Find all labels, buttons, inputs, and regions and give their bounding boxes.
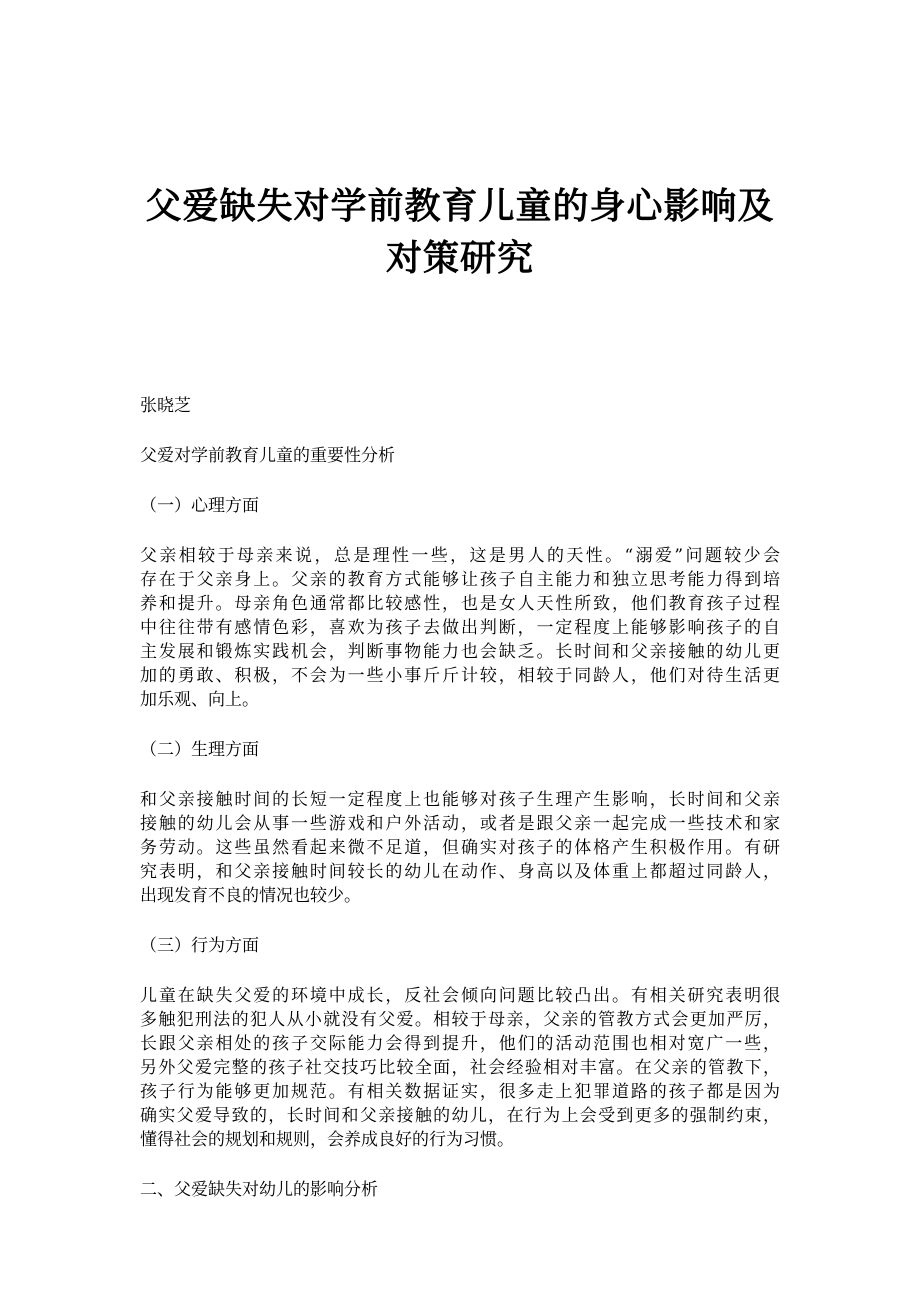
paragraph-line: 加乐观、向上。 <box>140 690 259 710</box>
paragraph-line: 务劳动。这些虽然看起来微不足道，但确实对孩子的体格产生积极作用。有研 <box>140 838 780 858</box>
paragraph-line: 孩子行为能够更加规范。有相关数据证实，很多走上犯罪道路的孩子都是因为 <box>140 1082 780 1102</box>
paragraph-psychology <box>140 544 780 712</box>
paragraph-behavior <box>140 984 780 1152</box>
subsection-heading-psychology: （一）心理方面 <box>140 496 259 516</box>
paragraph-line: 中往往带有感情色彩，喜欢为孩子去做出判断，一定程度上能够影响孩子的自 <box>140 618 780 638</box>
paragraph-line: 养和提升。母亲角色通常都比较感性，也是女人天性所致，他们教育孩子过程 <box>140 594 780 614</box>
paragraph-line: 父亲相较于母亲来说，总是理性一些，这是男人的天性。“溺爱”问题较少会 <box>140 546 780 566</box>
section-heading-2: 二、父爱缺失对幼儿的影响分析 <box>140 1180 378 1200</box>
section-heading: 父爱对学前教育儿童的重要性分析 <box>140 446 395 466</box>
paragraph-line: 主发展和锻炼实践机会，判断事物能力也会缺乏。长时间和父亲接触的幼儿更 <box>140 642 780 662</box>
paragraph-line: 究表明，和父亲接触时间较长的幼儿在动作、身高以及体重上都超过同龄人， <box>140 862 780 882</box>
paragraph-line: 加的勇敢、积极，不会为一些小事斤斤计较，相较于同龄人，他们对待生活更 <box>140 666 780 686</box>
author-name: 张晓芝 <box>140 396 191 416</box>
paragraph-physiology <box>140 788 780 908</box>
paragraph-line: 另外父爱完整的孩子社交技巧比较全面，社会经验相对丰富。在父亲的管教下， <box>140 1058 780 1078</box>
paragraph-line: 多触犯刑法的犯人从小就没有父爱。相较于母亲，父亲的管教方式会更加严厉， <box>140 1010 780 1030</box>
document-body <box>140 394 780 1202</box>
paragraph-line: 儿童在缺失父爱的环境中成长，反社会倾向问题比较凸出。有相关研究表明很 <box>140 986 780 1006</box>
title-line-1: 父爱缺失对学前教育儿童的身心影响及 <box>145 185 775 227</box>
paragraph-line: 存在于父亲身上。父亲的教育方式能够让孩子自主能力和独立思考能力得到培 <box>140 570 780 590</box>
subsection-heading-behavior: （三）行为方面 <box>140 936 259 956</box>
paragraph-line: 长跟父亲相处的孩子交际能力会得到提升，他们的活动范围也相对宽广一些， <box>140 1034 780 1054</box>
paragraph-line: 接触的幼儿会从事一些游戏和户外活动，或者是跟父亲一起完成一些技术和家 <box>140 814 780 834</box>
subsection-heading-physiology: （二）生理方面 <box>140 740 259 760</box>
paragraph-line: 懂得社会的规划和规则，会养成良好的行为习惯。 <box>140 1130 514 1150</box>
paragraph-line: 出现发育不良的情况也较少。 <box>140 886 361 906</box>
document-title <box>100 180 820 284</box>
paragraph-line: 和父亲接触时间的长短一定程度上也能够对孩子生理产生影响，长时间和父亲 <box>140 790 780 810</box>
paragraph-line: 确实父爱导致的，长时间和父亲接触的幼儿，在行为上会受到更多的强制约束， <box>140 1106 780 1126</box>
title-line-2: 对策研究 <box>385 237 534 279</box>
